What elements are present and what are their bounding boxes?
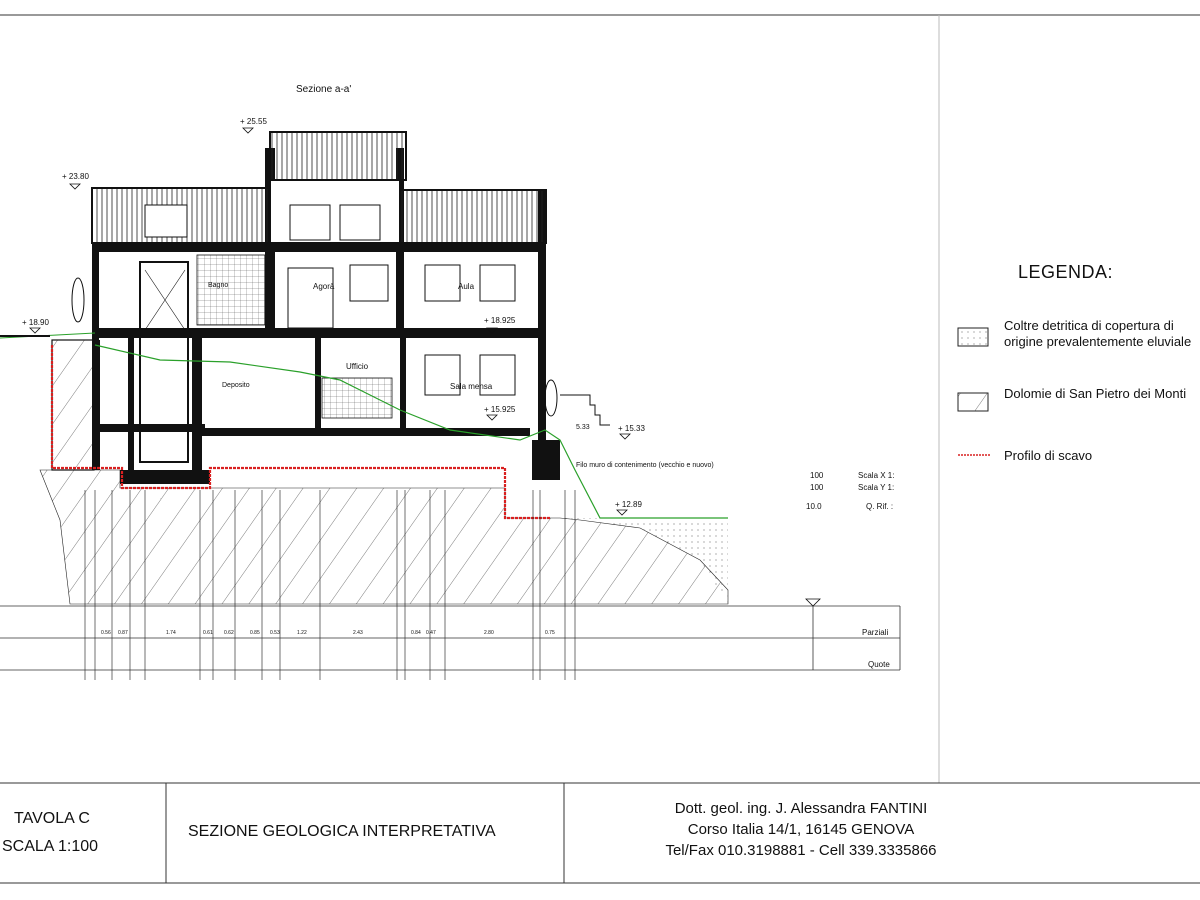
profile-row-quotes: Quote [868, 660, 890, 669]
drawing-title: SEZIONE GEOLOGICA INTERPRETATIVA [188, 823, 496, 840]
wall-right-retaining [532, 440, 560, 480]
partial-value: 0.62 [224, 630, 234, 636]
elevation-label: + 15.33 [618, 424, 645, 433]
legend-label-excavation: Profilo di scavo [1004, 448, 1093, 463]
wall-inner [315, 338, 321, 428]
section-title: Sezione a-a' [296, 84, 352, 95]
reference-marker [806, 599, 820, 606]
wall-stair-left [128, 338, 134, 478]
ref-quote-label: Q. Rif. : [866, 502, 894, 511]
legend-label-cover: Coltre detritica di copertura di origine prevalentemente eluviale [1004, 318, 1192, 349]
partial-value: 0.85 [250, 630, 260, 636]
elevation-label: + 18.90 [22, 318, 49, 327]
room-label-sala-mensa: Sala mensa [450, 382, 493, 391]
legend-label-dolomite: Dolomie di San Pietro dei Monti [1004, 386, 1187, 401]
scale-y-value: 100 [810, 483, 824, 492]
partial-value: 0.47 [426, 630, 436, 636]
sheet-scale: SCALA 1:100 [2, 838, 99, 855]
room-label-bagno: Bagno [208, 282, 229, 289]
wall-inner2 [400, 338, 406, 428]
partial-value: 0.53 [270, 630, 280, 636]
scale-x-value: 100 [810, 471, 824, 480]
partial-value: 1.22 [297, 630, 307, 636]
partial-value: 0.61 [203, 630, 213, 636]
partial-value: 2.43 [353, 630, 363, 636]
elevation-label: + 25.55 [240, 117, 267, 126]
roof-vent [145, 205, 187, 237]
room-label-aula: Aula [458, 282, 475, 291]
author-name: Dott. geol. ing. J. Alessandra FANTINI [674, 800, 928, 817]
elevator-cross [145, 270, 185, 330]
bathroom-tiles [197, 255, 265, 325]
partial-value: 2.80 [484, 630, 494, 636]
legend-swatch-dolomite [958, 393, 988, 411]
partial-value: 1.74 [166, 630, 176, 636]
legend-swatch-cover [958, 328, 988, 346]
left-wall-hatch [52, 340, 94, 470]
scale-y-label: Scala Y 1: [858, 483, 895, 492]
wall-note: Filo muro di contenimento (vecchio e nuovo) [576, 462, 714, 469]
elevation-label: + 15.925 [484, 405, 516, 414]
ref-quote-value: 10.0 [806, 502, 822, 511]
scale-x-label: Scala X 1: [858, 471, 895, 480]
wall-left-lower [92, 340, 100, 470]
ground-floor-slab [95, 328, 545, 338]
partial-value: 0.87 [118, 630, 128, 636]
elevation-label: 5.33 [576, 424, 590, 431]
elevation-label: + 12.89 [615, 500, 642, 509]
bedrock-dolomite [40, 470, 728, 604]
legend-title: LEGENDA: [1018, 262, 1114, 282]
elevation-label: + 18.925 [484, 316, 516, 325]
room-label-agora: Agorà [313, 282, 335, 291]
room-label-ufficio: Ufficio [346, 362, 369, 371]
right-roof [400, 190, 546, 243]
author-address: Corso Italia 14/1, 16145 GENOVA [687, 821, 915, 838]
right-stairs [560, 395, 610, 425]
wall-core-right [192, 338, 202, 478]
partial-value: 0.75 [545, 630, 555, 636]
office-shelves [322, 378, 392, 418]
top-volume-roof [270, 132, 406, 180]
room-label-deposito: Deposito [222, 382, 250, 389]
partial-value: 0.84 [411, 630, 421, 636]
elevation-label: + 23.80 [62, 172, 89, 181]
sheet-number: TAVOLA C [14, 810, 90, 827]
profile-table [0, 606, 900, 670]
author-contacts: Tel/Fax 010.3198881 - Cell 339.3335866 [665, 842, 937, 859]
first-floor-slab [95, 243, 545, 252]
profile-row-partials: Parziali [862, 628, 889, 637]
partial-value: 0.56 [101, 630, 111, 636]
